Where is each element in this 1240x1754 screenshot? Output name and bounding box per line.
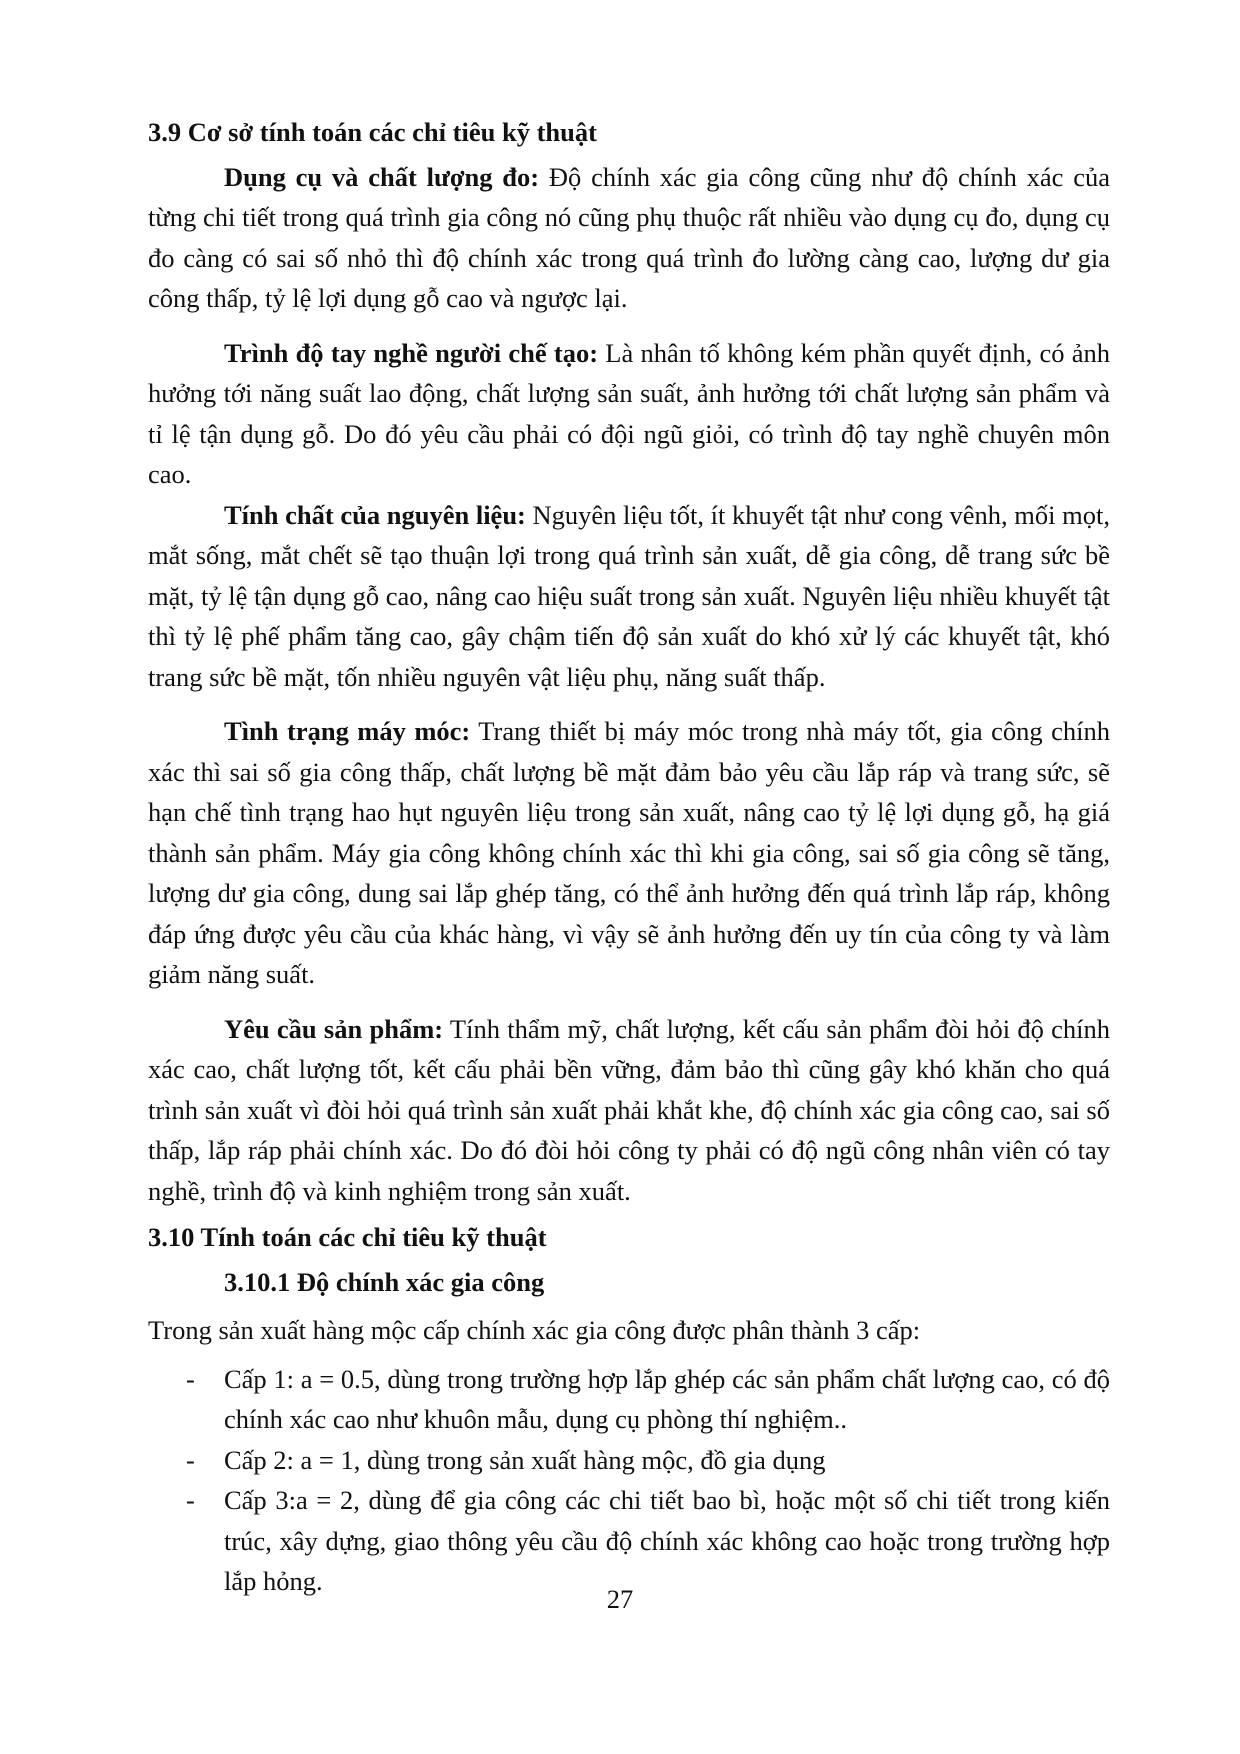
list-item-text: Cấp 3:a = 2, dùng để gia công các chi tiết bao bì, hoặc một số chi tiết trong kiến trúc, xây dựng, giao thông yêu cầu độ chính xác không cao hoặc trong trường hợp lắp hỏng. [224,1485,1110,1596]
paragraph-product-requirements [148,1009,1110,1212]
paragraph-text: Tính thẩm mỹ, chất lượng, kết cấu sản phẩm đòi hỏi độ chính xác cao, chất lượng tốt, kết cấu phải bền vững, đảm bảo thì cũng gây khó khăn cho quá trình sản xuất vì đòi hỏi quá trình sản xuất phải khắt khe, độ chính xác gia công cao, sai số thấp, lắp ráp phải chính xác. Do đó đòi hỏi công ty phải có độ ngũ công nhân viên có tay nghề, trình độ và kinh nghiệm trong sản xuất. [148,1013,1110,1206]
precision-level-list [148,1359,1110,1602]
paragraph-text: Nguyên liệu tốt, ít khuyết tật như cong vênh, mối mọt, mắt sống, mắt chết sẽ tạo thuận lợi trong quá trình sản xuất, dễ gia công, dễ trang sức bề mặt, tỷ lệ tận dụng gỗ cao, nâng cao hiệu suất trong sản xuất. Nguyên liệu nhiều khuyết tật thì tỷ lệ phế phẩm tăng cao, gây chậm tiến độ sản xuất do khó xử lý các khuyết tật, khó trang sức bề mặt, tốn nhiều nguyên vật liệu phụ, năng suất thấp. [148,499,1110,692]
paragraph-machine-condition [148,711,1110,995]
list-dash: - [186,1444,195,1475]
paragraph-lead: Trình độ tay nghề người chế tạo: [224,337,599,368]
list-item-text: Cấp 1: a = 0.5, dùng trong trường hợp lắp ghép các sản phẩm chất lượng cao, có độ chính xác cao như khuôn mẫu, dụng cụ phòng thí nghiệm.. [224,1363,1110,1434]
paragraph-text: Độ chính xác gia công cũng như độ chính xác của từng chi tiết trong quá trình gia công nó cũng phụ thuộc rất nhiều vào dụng cụ đo, dụng cụ đo càng có sai số nhỏ thì độ chính xác trong quá trình đo lường càng cao, lượng dư gia công thấp, tỷ lệ lợi dụng gỗ cao và ngược lại. [148,161,1110,313]
paragraph-lead: Yêu cầu sản phẩm: [224,1013,444,1044]
list-intro: Trong sản xuất hàng mộc cấp chính xác gia công được phân thành 3 cấp: [148,1315,921,1345]
section-heading-3-10: 3.10 Tính toán các chỉ tiêu kỹ thuật [148,1222,547,1252]
paragraph-lead: Tình trạng máy móc: [224,716,471,746]
paragraph-text: Trang thiết bị máy móc trong nhà máy tốt, gia công chính xác thì sai số gia công thấp, chất lượng bề mặt đảm bảo yêu cầu lắp ráp và trang sức, sẽ hạn chế tình trạng hao hụt nguyên liệu trong sản xuất, nâng cao tỷ lệ lợi dụng gỗ, hạ giá thành sản phẩm. Máy gia công không chính xác thì khi gia công, sai số gia công sẽ tăng, lượng dư gia công, dung sai lắp ghép tăng, có thể ảnh hưởng đến quá trình lắp ráp, không đáp ứng được yêu cầu của khác hàng, vì vậy sẽ ảnh hưởng đến uy tín của công ty và làm giảm năng suất. [148,716,1111,989]
list-item-text: Cấp 2: a = 1, dùng trong sản xuất hàng mộc, đồ gia dụng [224,1444,826,1475]
paragraph-measuring-tools [148,157,1110,319]
paragraph-worker-skill [148,333,1110,495]
section-heading-3-9: 3.9 Cơ sở tính toán các chỉ tiêu kỹ thuật [148,117,597,147]
list-item [148,1440,1110,1481]
subsection-heading-3-10-1: 3.10.1 Độ chính xác gia công [224,1266,545,1297]
paragraph-lead: Dụng cụ và chất lượng đo: [224,161,540,192]
paragraph-text: Là nhân tố không kém phần quyết định, có ảnh hưởng tới năng suất lao động, chất lượng sản suất, ảnh hưởng tới chất lượng sản phẩm và tỉ lệ tận dụng gỗ. Do đó yêu cầu phải có đội ngũ giỏi, có trình độ tay nghề chuyên môn cao. [148,337,1110,489]
list-dash: - [186,1485,195,1515]
document-body [148,112,1110,1602]
paragraph-lead: Tính chất của nguyên liệu: [224,499,526,530]
page-number: 27 [606,1584,634,1614]
paragraph-material-properties [148,495,1110,698]
list-dash: - [186,1363,195,1394]
list-item [148,1359,1110,1440]
